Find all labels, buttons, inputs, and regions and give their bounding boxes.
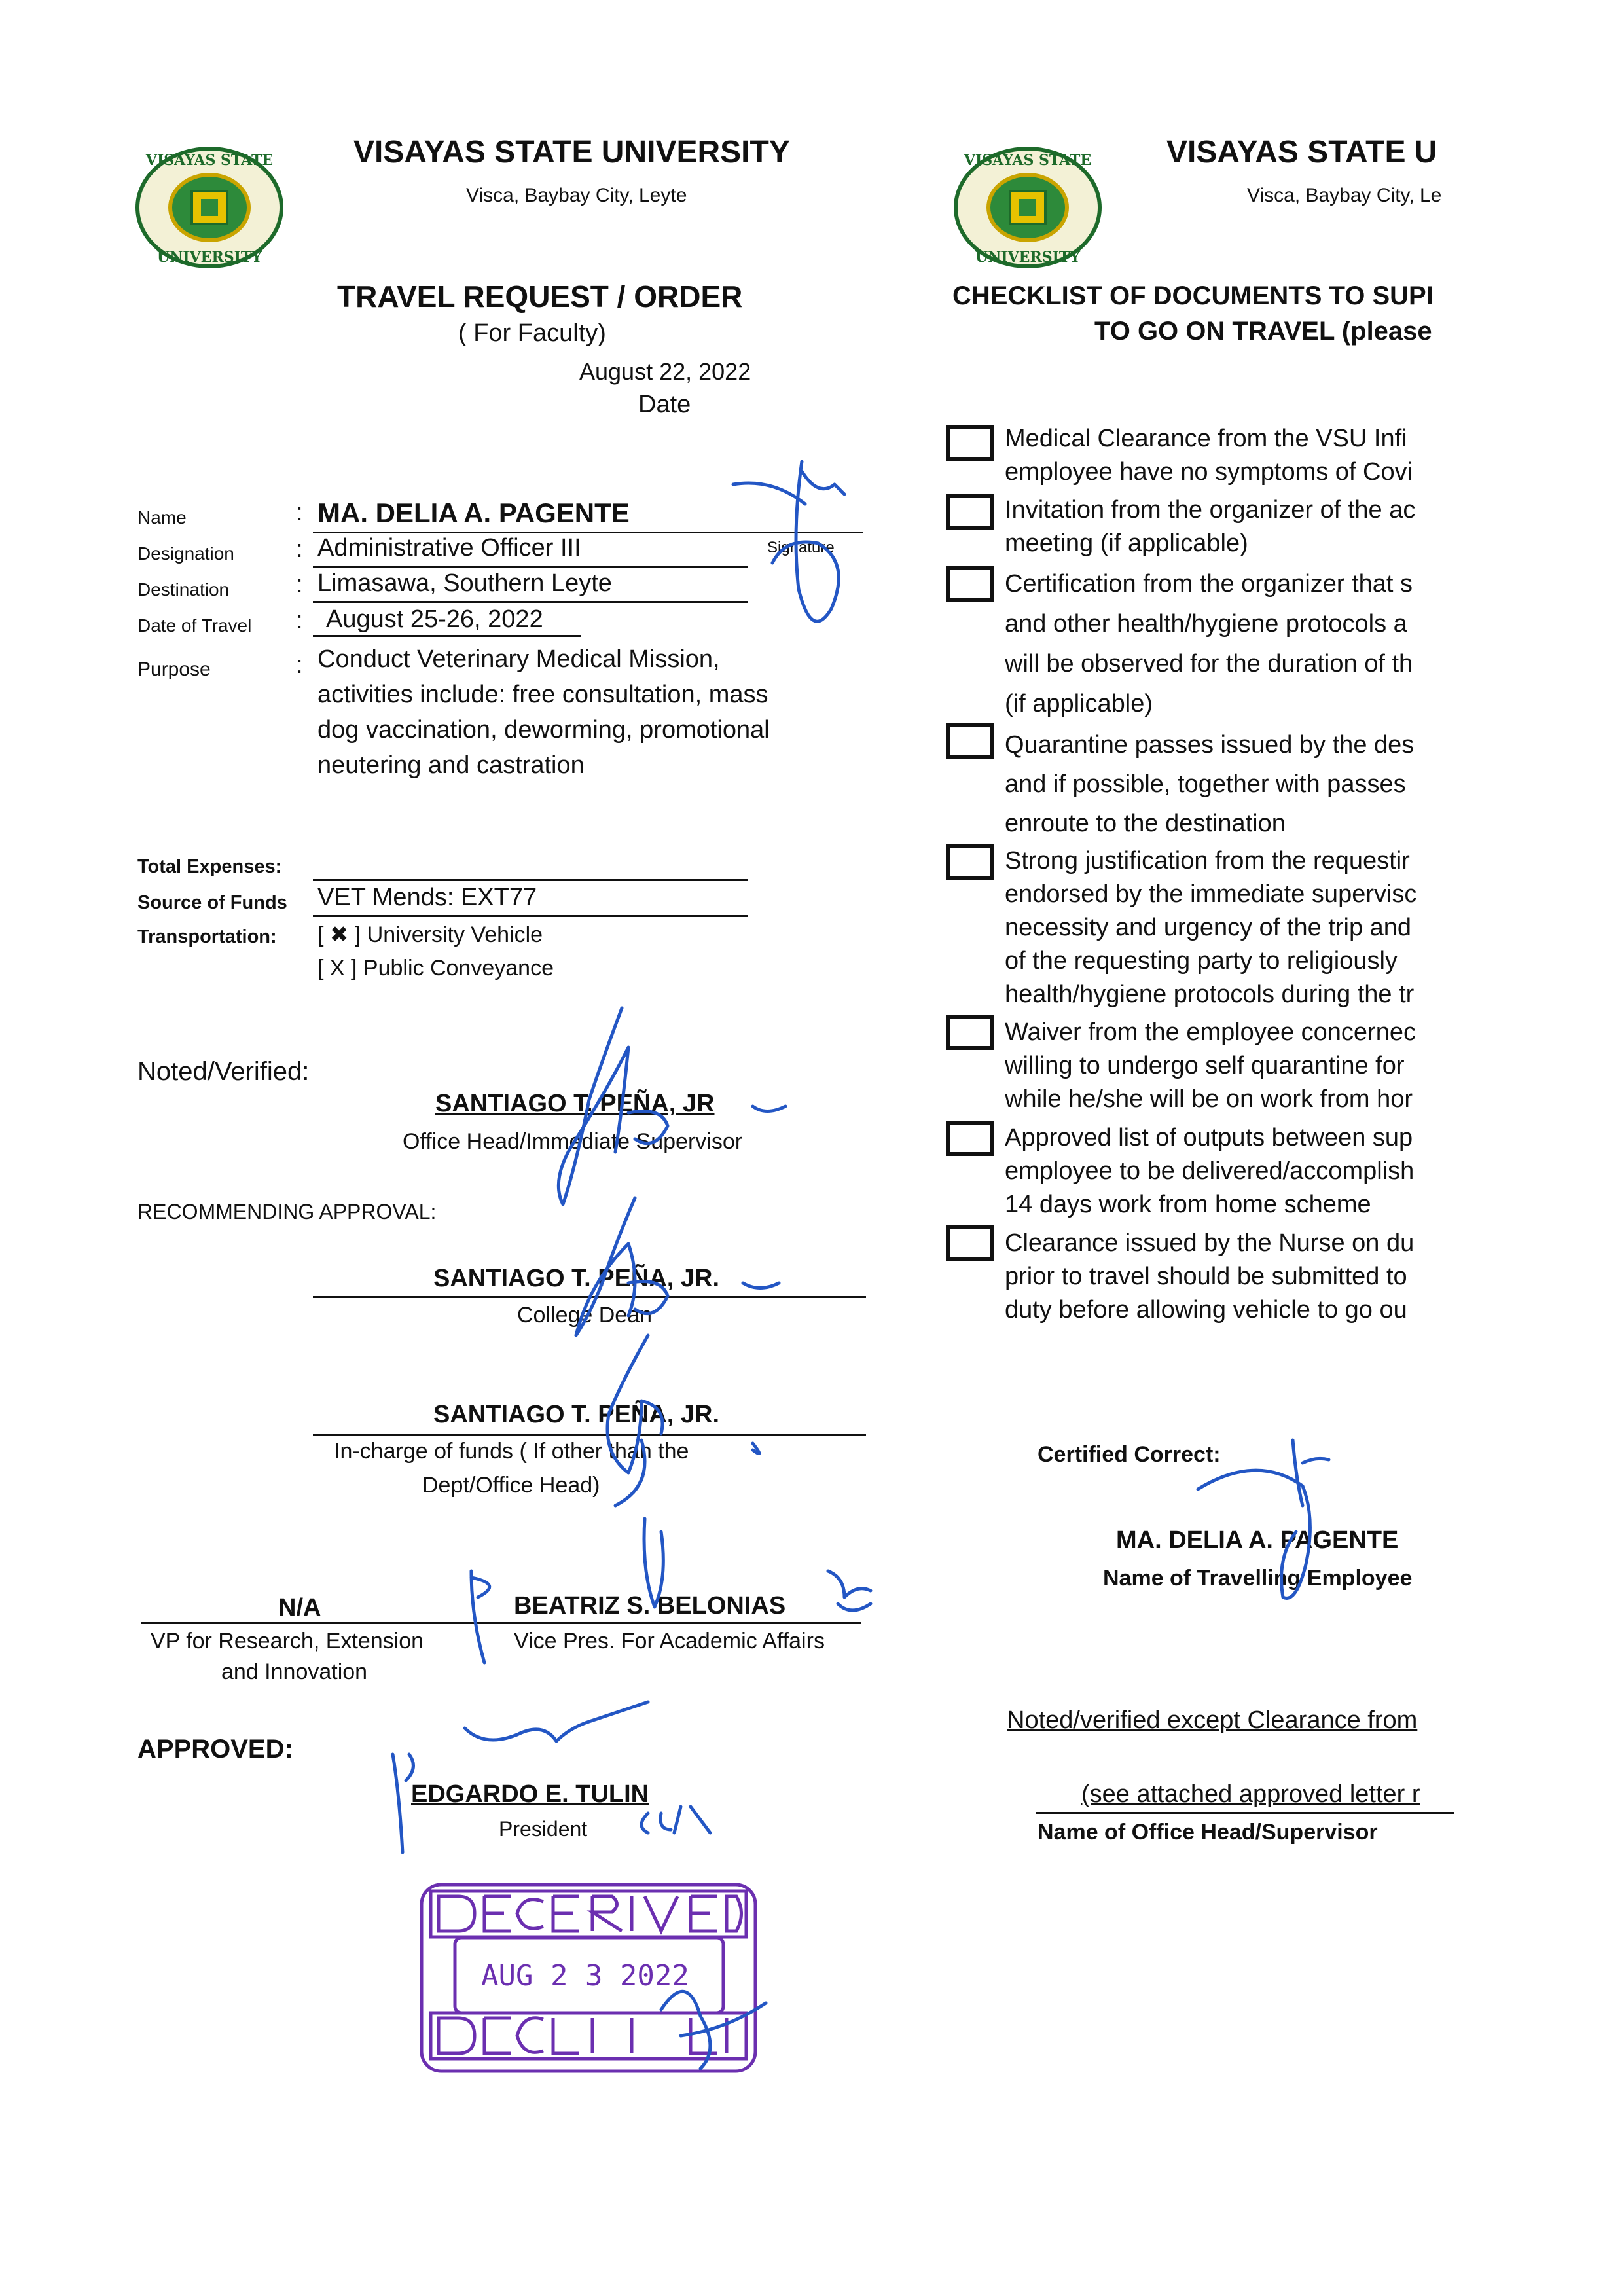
vp-academic-title: Vice Pres. For Academic Affairs [514, 1629, 825, 1653]
see-attached-letter: (see attached approved letter r [1081, 1780, 1420, 1808]
checklist-line: Certification from the organizer that s [1005, 570, 1413, 598]
form-subtitle: ( For Faculty) [458, 319, 606, 347]
checklist-line: willing to undergo self quarantine for [1005, 1052, 1405, 1079]
noted-verified-except: Noted/verified except Clearance from [1007, 1707, 1418, 1734]
checklist-checkbox[interactable] [946, 494, 994, 530]
checklist-line: meeting (if applicable) [1005, 530, 1248, 557]
checklist-line: (if applicable) [1005, 690, 1153, 717]
received-stamp [419, 1882, 759, 2075]
checklist-checkbox[interactable] [946, 566, 994, 602]
checklist-title: TO GO ON TRAVEL (please [1094, 317, 1432, 346]
colon: : [296, 607, 303, 634]
travelling-employee-name: MA. DELIA A. PAGENTE [1116, 1527, 1399, 1554]
checklist-checkbox[interactable] [946, 1225, 994, 1261]
checklist-line: Invitation from the organizer of the ac [1005, 496, 1416, 524]
funds-incharge-title: In-charge of funds ( If other than the [334, 1439, 689, 1464]
checklist-checkbox[interactable] [946, 1121, 994, 1156]
checkbox-mark: [ X ] [317, 956, 357, 981]
checklist-line: prior to travel should be submitted to [1005, 1263, 1407, 1290]
transport-option-label: University Vehicle [367, 922, 543, 947]
checklist-line: Strong justification from the requestir [1005, 847, 1410, 875]
certified-correct-label: Certified Correct: [1038, 1442, 1221, 1467]
recommending-approval-label: RECOMMENDING APPROVAL: [137, 1200, 437, 1223]
svg-text:UNIVERSITY: UNIVERSITY [975, 249, 1080, 266]
checklist-line: health/hygiene protocols during the tr [1005, 981, 1415, 1008]
colon: : [296, 651, 303, 679]
checklist-item [1005, 1121, 1414, 1221]
date-label: Date [638, 391, 691, 418]
travelling-employee-title: Name of Travelling Employee [1103, 1566, 1413, 1591]
source-of-funds-label: Source of Funds [137, 892, 287, 913]
purpose-text [317, 642, 770, 783]
checklist-line: employee have no symptoms of Covi [1005, 458, 1413, 486]
checklist-checkbox[interactable] [946, 425, 994, 461]
vp-research-title: VP for Research, Extension [151, 1629, 424, 1653]
name-value: MA. DELIA A. PAGENTE [317, 497, 630, 528]
vp-research-title: and Innovation [221, 1659, 368, 1684]
purpose-line: dog vaccination, deworming, promotional [317, 716, 770, 744]
dean-name: SANTIAGO T. PEÑA, JR. [433, 1265, 720, 1292]
purpose-label: Purpose [137, 659, 211, 680]
checklist-line: Waiver from the employee concernec [1005, 1019, 1416, 1046]
funds-incharge-title: Dept/Office Head) [422, 1473, 600, 1498]
checklist-line: employee to be delivered/accomplish [1005, 1157, 1415, 1185]
date-of-travel-value: August 25-26, 2022 [326, 605, 543, 633]
checklist-line: Quarantine passes issued by the des [1005, 731, 1415, 759]
transport-option [317, 956, 554, 981]
stamp-date: AUG 2 3 2022 [481, 1959, 689, 1993]
designation-value: Administrative Officer III [317, 534, 581, 562]
checklist-line: Clearance issued by the Nurse on du [1005, 1229, 1415, 1257]
checkbox-mark: [ ✖ ] [317, 922, 361, 947]
checklist-item [1005, 844, 1416, 1011]
office-head-label: Name of Office Head/Supervisor [1038, 1820, 1378, 1845]
noted-signatory-title: Office Head/Immediate Supervisor [403, 1129, 743, 1154]
checklist-item [1005, 564, 1413, 724]
checklist-line: enroute to the destination [1005, 810, 1286, 837]
svg-text:VISAYAS STATE: VISAYAS STATE [145, 152, 274, 169]
checklist-checkbox[interactable] [946, 844, 994, 880]
source-of-funds-value: VET Mends: EXT77 [317, 884, 537, 911]
checklist-checkbox[interactable] [946, 723, 994, 759]
checklist-line: duty before allowing vehicle to go ou [1005, 1296, 1407, 1324]
transport-option [317, 922, 543, 948]
signature-label: Signature [767, 539, 835, 556]
transport-option-label: Public Conveyance [363, 956, 554, 981]
destination-value: Limasawa, Southern Leyte [317, 569, 612, 597]
checklist-item [1005, 494, 1415, 560]
noted-verified-label: Noted/Verified: [137, 1057, 310, 1086]
designation-label: Designation [137, 543, 234, 564]
checklist-checkbox[interactable] [946, 1015, 994, 1050]
name-label: Name [137, 507, 187, 528]
university-name: VISAYAS STATE UNIVERSITY [353, 135, 790, 170]
funds-incharge-name: SANTIAGO T. PEÑA, JR. [433, 1401, 720, 1428]
total-expenses-label: Total Expenses: [137, 856, 282, 877]
checklist-item [1005, 1016, 1416, 1116]
university-name: VISAYAS STATE U [1166, 135, 1437, 170]
checklist-title: CHECKLIST OF DOCUMENTS TO SUPI [952, 281, 1434, 310]
purpose-line: Conduct Veterinary Medical Mission, [317, 645, 720, 673]
purpose-line: neutering and castration [317, 751, 585, 779]
request-date: August 22, 2022 [579, 358, 751, 385]
date-of-travel-label: Date of Travel [137, 615, 252, 636]
university-address: Visca, Baybay City, Le [1247, 185, 1442, 206]
transportation-label: Transportation: [137, 926, 277, 947]
colon: : [296, 499, 303, 526]
colon: : [296, 535, 303, 563]
university-seal-logo [952, 145, 1103, 270]
svg-text:VISAYAS STATE: VISAYAS STATE [964, 152, 1092, 169]
checklist-line: 14 days work from home scheme [1005, 1191, 1371, 1218]
checklist-line: Approved list of outputs between sup [1005, 1124, 1413, 1151]
checklist-item [1005, 725, 1414, 843]
checklist-line: Medical Clearance from the VSU Infi [1005, 425, 1407, 452]
checklist-line: will be observed for the duration of th [1005, 650, 1413, 678]
checklist-line: while he/she will be on work from hor [1005, 1085, 1413, 1113]
president-title: President [499, 1817, 588, 1841]
checklist-line: of the requesting party to religiously [1005, 947, 1398, 975]
checklist-line: necessity and urgency of the trip and [1005, 914, 1412, 941]
dean-title: College Dean [517, 1303, 653, 1328]
president-name: EDGARDO E. TULIN [411, 1780, 649, 1808]
university-address: Visca, Baybay City, Leyte [466, 185, 687, 206]
approved-label: APPROVED: [137, 1735, 293, 1763]
colon: : [296, 571, 303, 598]
checklist-line: endorsed by the immediate supervisc [1005, 880, 1417, 908]
university-seal-logo [134, 145, 285, 270]
checklist-line: and other health/hygiene protocols a [1005, 610, 1407, 638]
form-title: TRAVEL REQUEST / ORDER [337, 280, 743, 314]
president-date-initial [641, 1807, 710, 1833]
destination-label: Destination [137, 579, 230, 600]
checklist-line: and if possible, together with passes [1005, 770, 1406, 798]
checklist-item [1005, 422, 1413, 489]
svg-text:UNIVERSITY: UNIVERSITY [157, 249, 262, 266]
vp-academic-name: BEATRIZ S. BELONIAS [514, 1592, 786, 1619]
noted-signatory-name: SANTIAGO T. PEÑA, JR [435, 1090, 715, 1117]
purpose-line: activities include: free consultation, mass [317, 681, 768, 708]
checklist-item [1005, 1227, 1414, 1327]
vp-research-name: N/A [278, 1594, 321, 1621]
